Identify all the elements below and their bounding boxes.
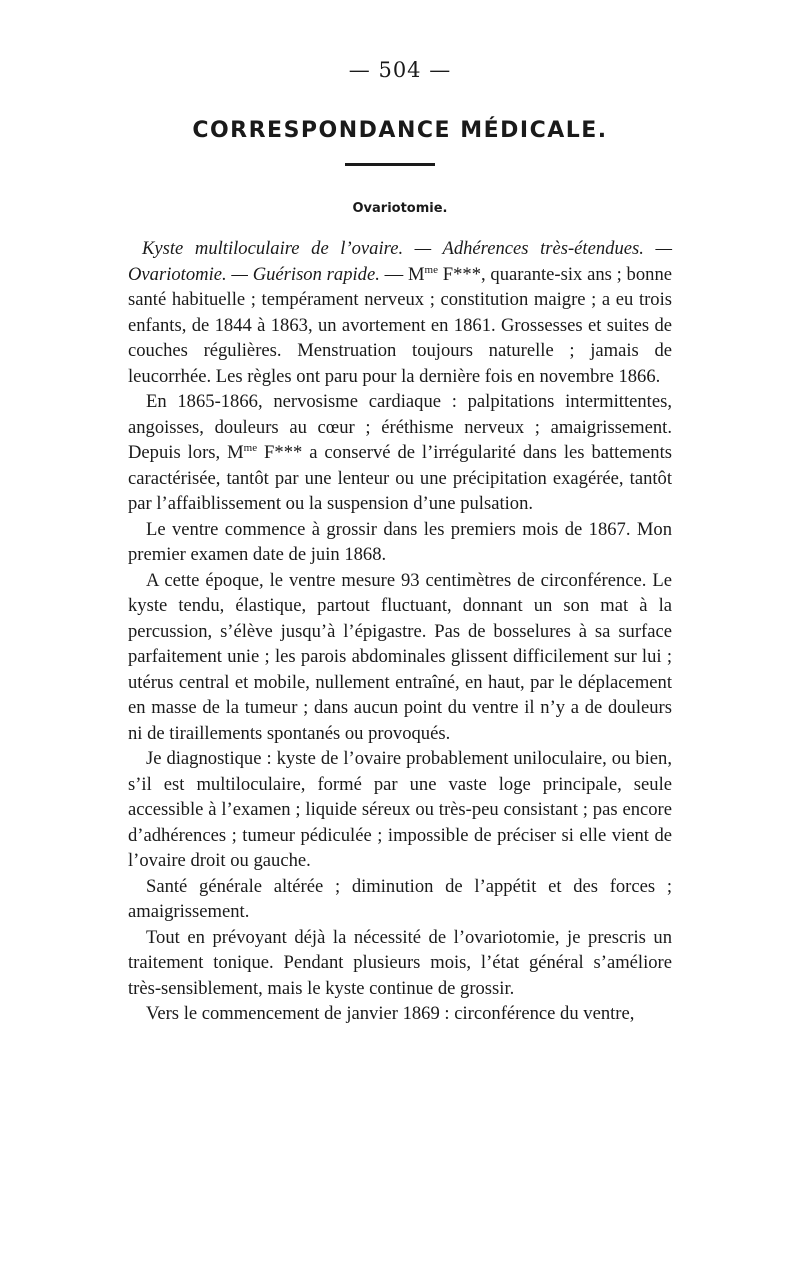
- patient-title: M: [227, 442, 244, 463]
- separator: —: [379, 263, 408, 285]
- paragraph-1-text: , quarante-six ans ; bonne santé habituelle ; tempérament nerveux ; constitution maigre ; a eu trois enfants, de 1844 à 1863, un avortement en 1861. Grossesses et suites de couches régulières. Menstruation toujours naturelle ; jamais de leucorrhée. Les règles ont paru pour la dernière fois en novembre 1866.: [128, 263, 672, 387]
- paragraph-1: [128, 236, 672, 389]
- paragraph-5: Je diagnostique : kyste de l’ovaire probablement uniloculaire, ou bien, s’il est multiloculaire, formé par une vaste loge principale, seule accessible à l’examen ; liquide séreux ou très-peu consistant ; pas encore d’adhérences ; tumeur pédiculée ; impossible de préciser si elle vient de l’ovaire droit ou gauche.: [128, 748, 672, 871]
- case-title: Kyste multiloculaire de l’ovaire. — Adhérences très-étendues. — Ovariotomie. — Guérison rapide.: [128, 238, 672, 285]
- paragraph-2-text-a: En 1865-1866, nervosisme cardiaque : palpitations intermittentes, angoisses, douleurs au cœur ; éréthisme nerveux ; amaigrissement. Depuis lors,: [128, 391, 672, 463]
- paragraph-6: Santé générale altérée ; diminution de l’appétit et des forces ; amaigrissement.: [128, 875, 672, 922]
- patient-title-sup: me: [424, 263, 438, 276]
- paragraph-4: A cette époque, le ventre mesure 93 centimètres de circonférence. Le kyste tendu, élastique, partout fluctuant, donnant un son mat à la percussion, s’élève jusqu’à l’épigastre. Pas de bosselures à sa surface parfaitement unie ; les parois abdominales glissent difficilement sur lui ; utérus central et mobile, nullement entraîné, en haut, par le déplacement en masse de la tumeur ; dans aucun point du ventre il n’y a de douleurs ni de tiraillements spontanés ou provoqués.: [128, 569, 672, 744]
- patient-title-sup: me: [243, 441, 258, 454]
- patient-name: F***: [438, 263, 481, 285]
- paragraph-8: Vers le commencement de janvier 1869 : circonférence du ventre,: [146, 1003, 635, 1024]
- paragraph-3: Le ventre commence à grossir dans les premiers mois de 1867. Mon premier examen date de juin 1868.: [128, 518, 672, 565]
- article-body: [128, 236, 672, 1027]
- title-divider: [345, 163, 435, 166]
- paragraph-2-text-b: F*** a conservé de l’irrégularité dans les battements caractérisée, tantôt par une lenteur ou une précipitation exagérée, tantôt par l’affaiblissement ou la suspension d’une pulsation.: [128, 442, 672, 514]
- section-title: CORRESPONDANCE MÉDICALE.: [192, 118, 608, 143]
- article-subheading: Ovariotomie.: [352, 201, 448, 216]
- paragraph-2: [128, 389, 672, 517]
- page-number: — 504 —: [348, 58, 452, 82]
- patient-title: M: [408, 263, 425, 285]
- paragraph-7: Tout en prévoyant déjà la nécessité de l’ovariotomie, je prescris un traitement tonique. Pendant plusieurs mois, l’état général s’améliore très-sensiblement, mais le kyste continue de grossir.: [128, 926, 672, 999]
